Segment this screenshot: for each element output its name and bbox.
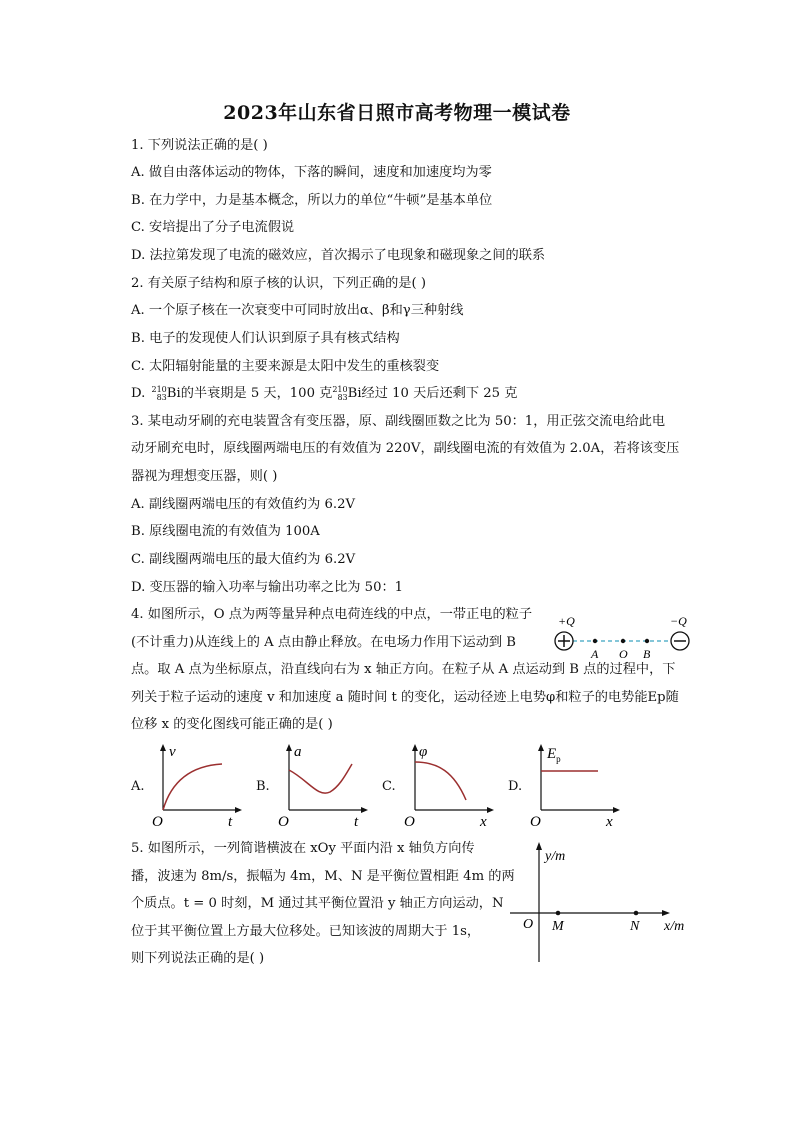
q3-stem-line-2: 动牙刷充电时，原线圈两端电压的有效值为 220V，副线圈电流的有效值为 2.0A，若将该变压	[131, 441, 680, 456]
q3-stem-line-1: 3. 某电动牙刷的充电装置含有变压器，原、副线圈匝数之比为 50：1，用正弦交流电给此电	[131, 414, 666, 429]
q2-stem: 2. 有关原子结构和原子核的认识，下列正确的是( )	[131, 276, 427, 291]
svg-text:x: x	[480, 814, 487, 830]
pos-charge-label: +Q	[558, 614, 575, 628]
y-axis-label: y/m	[545, 849, 566, 864]
svg-text:φ: φ	[419, 744, 428, 760]
point-o-label: O	[619, 647, 628, 661]
x-axis-label: x/m	[664, 919, 685, 934]
q4-stem-line-3: 点。取 A 点为坐标原点，沿直线向右为 x 轴正方向。在粒子从 A 点运动到 B 点的过程中，下	[131, 662, 676, 677]
q2-option-a: A. 一个原子核在一次衰变中可同时放出α、β和γ三种射线	[131, 303, 464, 318]
q5-stem-line-2: 播，波速为 8m/s，振幅为 4m，M、N 是平衡位置相距 4m 的两	[131, 869, 515, 884]
q4-stem-line-2: (不计重力)从连线上的 A 点由静止释放。在电场力作用下运动到 B	[131, 635, 516, 650]
point-b-label: B	[643, 647, 651, 661]
bi-nuclide-2: 210 83	[332, 384, 348, 402]
page-title: 2023年山东省日照市高考物理一模试卷	[223, 102, 571, 124]
point-n	[634, 911, 639, 916]
q5-stem-line-5: 则下列说法正确的是( )	[131, 951, 265, 966]
svg-text:O: O	[530, 814, 541, 830]
svg-text:t: t	[354, 814, 359, 830]
point-n-label: N	[630, 919, 640, 934]
q5-wave-axes	[506, 838, 696, 966]
point-o	[621, 639, 625, 643]
velocity-curve	[163, 764, 222, 810]
q1-option-b: B. 在力学中，力是基本概念，所以力的单位“牛顿”是基本单位	[131, 193, 493, 208]
q5-stem-line-1: 5. 如图所示，一列简谐横波在 xOy 平面内沿 x 轴负方向传	[131, 841, 475, 856]
point-a-label: A	[591, 647, 599, 661]
q3-option-d: D. 变压器的输入功率与输出功率之比为 50：1	[131, 580, 404, 595]
q2-option-b: B. 电子的发现使人们认识到原子具有核式结构	[131, 331, 400, 346]
q5-stem-line-4: 位于其平衡位置上方最大位移处。已知该波的周期大于 1s，	[131, 924, 481, 939]
q4-choice-a: A.	[131, 779, 145, 794]
q4-choice-b: B.	[256, 779, 270, 794]
bi-nuclide-1: 210 83	[151, 384, 167, 402]
q4-choice-d: D.	[508, 779, 523, 794]
q3-option-c: C. 副线圈两端电压的最大值约为 6.2V	[131, 552, 356, 567]
q2-option-c: C. 太阳辐射能量的主要来源是太阳中发生的重核裂变	[131, 359, 440, 374]
q3-option-b: B. 原线圈电流的有效值为 100A	[131, 524, 320, 539]
q4-stem-line-1: 4. 如图所示，O 点为两等量异种点电荷连线的中点，一带正电的粒子	[131, 607, 533, 622]
graph-c-potential-position	[404, 742, 499, 828]
q4-charge-diagram	[552, 612, 702, 662]
q1-stem: 1. 下列说法正确的是( )	[131, 138, 268, 153]
point-a	[593, 639, 597, 643]
origin-label: O	[523, 917, 534, 932]
graph-a-velocity-time	[152, 742, 247, 828]
q5-stem-line-3: 个质点。t = 0 时刻，M 通过其平衡位置沿 y 轴正方向运动，N	[131, 896, 504, 911]
q4-choice-c: C.	[382, 779, 396, 794]
potential-curve	[415, 762, 466, 800]
point-b	[645, 639, 649, 643]
graph-d-energy-position	[530, 742, 625, 828]
svg-text:x: x	[606, 814, 613, 830]
svg-text:a: a	[294, 744, 302, 760]
q1-option-c: C. 安培提出了分子电流假说	[131, 220, 295, 235]
q4-stem-line-4: 列关于粒子运动的速度 v 和加速度 a 随时间 t 的变化，运动径迹上电势φ和粒子的电势能Ep随	[131, 690, 679, 705]
graph-b-acceleration-time	[278, 742, 373, 828]
q1-option-a: A. 做自由落体运动的物体，下落的瞬间，速度和加速度均为零	[131, 165, 492, 180]
svg-text:O: O	[404, 814, 415, 830]
svg-text:v: v	[169, 744, 176, 760]
q1-option-d: D. 法拉第发现了电流的磁效应，首次揭示了电现象和磁现象之间的联系	[131, 248, 546, 263]
acceleration-curve	[289, 764, 352, 793]
point-m	[556, 911, 561, 916]
point-m-label: M	[552, 919, 564, 934]
svg-text:O: O	[278, 814, 289, 830]
q3-stem-line-3: 器视为理想变压器，则( )	[131, 469, 278, 484]
svg-text:O: O	[152, 814, 163, 830]
q4-stem-line-5: 位移 x 的变化图线可能正确的是( )	[131, 717, 333, 732]
neg-charge-label: −Q	[670, 614, 687, 628]
svg-text:Ep: $E_p$	[547, 746, 561, 764]
q2-option-d: D. 210 83 Bi的半衰期是 5 天，100 克 210 83 Bi经过 10 天后还剩下 25 克	[131, 384, 518, 402]
svg-text:t: t	[228, 814, 233, 830]
q3-option-a: A. 副线圈两端电压的有效值约为 6.2V	[131, 497, 356, 512]
